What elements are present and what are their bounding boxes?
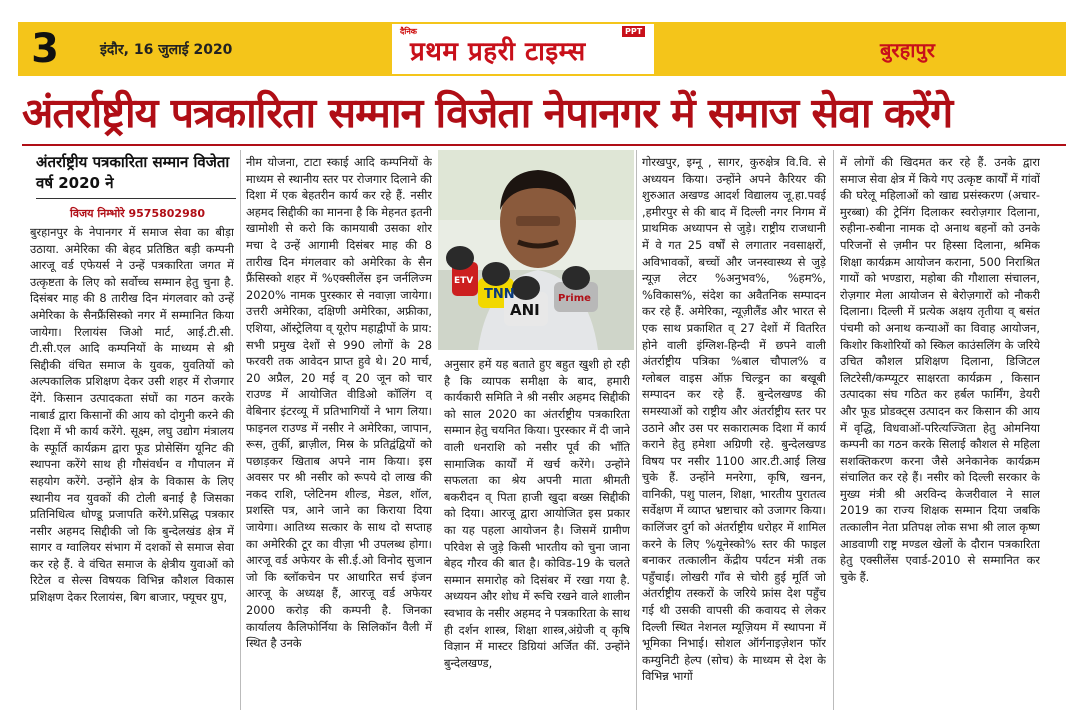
mic-label-ani: ANI — [510, 301, 540, 319]
byline: विजय निम्भोरे 9575802980 — [70, 207, 206, 220]
article-column-4: गोरखपुर, इग्नू , सागर, कुरुक्षेत्र वि.वि. से अध्ययन किया। उन्होंने अपने कैरियर की शुरुआत अखण्ड आदर्श विद्यालय जू.हा.पवई ,हमीरपुर से की बाद में दिल्ली नगर निगम में प्राथमिक अध्यापन से जुड़े। राष्ट्रीय राजधानी में वे गत 25 वर्षों से लगातार नवसाक्षरों, अविभावकों, बच्चों और जनस्वास्थ्य से जुड़े न्यूज़ लेटर %अनुभव%, %हम%, %विकास%, संदेश का अवैतनिक सम्पादन कर रहे हैं. अमेरिका, न्यूज़ीलैंड और भारत से एक साथ प्रकाशित व् 27 देशों में वितरित होने वाली इंग्लिश-हिन्दी में छपने वाली अंतर्राष्ट्रीय पत्रिका %बाल चौपाल% व ग्लोबल वाइस ऑफ़ चिल्ड्रन का बखूबी सम्पादन कर रहे हैं. बुन्देलखण्ड की समस्याओं को राष्ट्रीय और अंतर्राष्ट्रीय स्तर पर उठाने और उस पर सकारात्मक दिशा में कार्य कराने हेतु हमेशा अग्रिणी रहे. बुन्देलखण्ड विषय पर नसीर 1100 आर.टी.आई लिख चुके हैं. उन्होंने मनरेगा, कृषि, खनन, वानिकी, पशु पालन, शिक्षा, भारतीय पुरातत्व सर्वेक्षण में व्याप्त भ्रष्टाचार को उजागर किया। कालिंजर दुर्ग को अंतर्राष्ट्रीय धरोहर में शामिल करने के लिए %यूनेस्को% स्तर की फाइल बनाकर तत्कालीन केंद्रीय पर्यटन मंत्री तक पहुँचाई। लोखरी गाँव से चोरी हुई मूर्ति जो अंतर्राष्ट्रीय तस्करों के जरिये फ्रांस देश पहुँच गई थी उसकी वापसी की कवायद से लेकर दिल्ली स्थित नेशनल म्यूज़ियम में स्थापना में भूमिका निभाई। सोशल ऑर्गनाइज़ेशन फॉर कम्युनिटी हेल्प (सोच) के माध्यम से देश के विभिन्न भागों — [642, 155, 826, 684]
article-column-5: में लोगों की खिदमत कर रहे हैं. उनके द्वारा समाज सेवा क्षेत्र में किये गए उत्कृष्ट कार्यों में गांवों की घरेलू महिलाओं को खाद्य प्रसंस्करण (अचार-मुरब्बा) की ट्रेनिंग दिलाकर स्वरोज़गार दिलाना, रुहीना-रुबीना नामक दो अनाथ बहनों को उनके परिजनों से ज़मीन पर हिस्सा दिलाना, श्रमिक शिक्षा कार्यक्रम आयोजन कराना, 500 निराश्रित गायों को भण्डारा, महोबा की गौशाला संचालन, रोज़गार मेला आयोजन से बेरोज़गारों को नौकरी दिलाना। दिल्ली में प्रत्येक अक्षय तृतीया व् बसंत पंचमी को अनाथ कन्याओं का विवाह आयोजन, किशोर किशोरियों को स्किल काउंसलिंग के जरिये उचित कौशल प्रशिक्षण दिलाना, डिजिटल लिटरेसी/कम्प्यूटर साक्षरता कार्यक्रम , किसान उत्पादका संघ गठित कर हर्बल फार्मिंग, डेयरी और फूड प्रोडक्ट्स उत्पादन कर किसान की आय में वृद्धि, विधवाओं-परित्यज्जिता हेतु ओमनिया कम्पनी का गठन करके सिलाई कौशल से महिला सशक्तिकरण करना जैसे अनेकानेक कार्यक्रम संचालित कर रहे हैं। नसीर को दिल्ली सरकार के मुख्य मंत्री श्री अरविन्द केजरीवाल ने साल 2019 का राज्य शिक्षक सम्मान दिया जबकि तत्कालीन नेता प्रतिपक्ष लोक सभा श्री लाल कृष्ण आडवाणी राष्ट्र मण्डल खेलों के दौरान पत्रकारिता हेतु एक्सीलेंस एवार्ड-2010 से सम्मानित कर चुके हैं. — [840, 155, 1040, 584]
masthead-prefix: दैनिक — [400, 27, 417, 36]
mic-label-etv: ETV — [454, 276, 474, 286]
article-subhead: अंतर्राष्ट्रीय पत्रकारिता सम्मान विजेता वर्ष 2020 ने — [36, 153, 230, 192]
ppt-badge: PPT — [622, 26, 645, 37]
column-divider — [240, 150, 241, 710]
portrait-with-microphones — [438, 150, 634, 350]
article-headline: अंतर्राष्ट्रीय पत्रकारिता सम्मान विजेता नेपानगर में समाज सेवा करेंगे — [22, 89, 953, 137]
article-column-2: नीम योजना, टाटा स्काई आदि कम्पनियों के माध्यम से स्थानीय स्तर पर रोजगार दिलाने की दिशा में एक बेहतरीन कार्य कर रहे हैं. नसीर अहमद सिद्दीकी का मानना है कि मेहनत इतनी खामोशी से करो कि कामयाबी उसका शोर मचा दे उन्हें आगामी दिसंबर माह की 8 तारीख दिन मंगलवार को अमेरिका के सैन फ्रैंसिस्को शहर में %एक्सीलेंस इन जर्नलिज्म 2020% नामक पुरस्कार से नवाज़ा जायेगा। उत्तरी अमेरिका, दक्षिणी अमेरिका, अफ्रीका, एशिया, ऑस्ट्रेलिया व् यूरोप महाद्वीपों के प्राय: सभी प्रमुख देशों से 990 लोगों के 28 फरवरी तक आवेदन प्राप्त हुवे थे। 20 मार्च, 20 अप्रैल, 20 मई व् 20 जून को चार राउण्ड में आयोजित वीडिओ कॉलिंग व् वेबिनार इंटरव्यू में प्रतिभागियों ने भाग लिया। फाइनल राउण्ड में नसीर ने अमेरिका, जापान, रूस, तुर्की, ब्राज़ील, मिस्र के प्रतिद्वंद्वियों को पछाड़कर खिताब अपने नाम किया। इस अवसर पर श्री नसीर को रूपये दो लाख की नकद राशि, प्लेटिनम शील्ड, मेडल, शॉल, प्रशस्ति पत्र, आने जाने का किराया दिया जायेगा। आतिथ्य सत्कार के साथ दो सप्ताह का अमेरिकी टूर का वीज़ा भी उपलब्ध होगा। आरजू वर्ड अफेयर के सी.ई.ओ विनोद सुजान जो कि ब्लॉकचेन पर आधारित सर्च इंजन आरजू के अध्यक्ष हैं, आरजू वर्ड अफेयर 2000 करोड़ की कम्पनी है. जिनका कार्यालय कैलिफोर्निया के सिलिकॉन वैली में स्थित है उनके — [246, 155, 432, 651]
column-divider — [833, 150, 834, 710]
city-name: बुरहापुर — [880, 38, 935, 62]
mic-label-prime: Prime — [558, 293, 591, 304]
article-column-3: अनुसार हमें यह बताते हुए बहुत खुशी हो रही है कि व्यापक समीक्षा के बाद, हमारी कार्यकारी समिति ने श्री नसीर अहमद सिद्दीकी को साल 2020 का अंतर्राष्ट्रीय पत्रकारिता सम्मान हेतु चयनित किया। पुरस्कार में दी जाने वाली धनराशि को नसीर पूर्व की भाँति सामाजिक कार्यों में खर्च करेंगे। उन्होंने सफलता का श्रेय अपनी माता श्रीमती बकरीदन व् पिता हाजी खुदा बख्स सिद्दीकी को दिया। आरजू द्वारा आयोजित इस प्रकार का यह पहला आयोजन है। जिसमें ग्रामीण परिवेश से जुड़े किसी भारतीय को चुना जाना बेहद गौरव की बात है। कोविड-19 के चलते सम्मान समारोह को दिसंबर में रखा गया है. अध्ययन और शोध में रूचि रखने वाले शालीन स्वभाव के नसीर अहमद ने पत्रकारिता के साथ ही दर्शन शास्त्र, शिक्षा शास्त्र,अंग्रेजी व् कृषि विज्ञान में मास्टर डिग्रियां अर्जित कीं. उन्होंने बुन्देलखण्ड, — [444, 357, 630, 670]
newspaper-name: प्रथम प्रहरी टाइम्स — [410, 37, 586, 67]
column-divider — [636, 150, 637, 710]
article-photo — [438, 150, 634, 350]
headline-rule — [22, 144, 1066, 146]
page-number: 3 — [31, 26, 59, 72]
dateline: इंदौर, 16 जुलाई 2020 — [100, 42, 233, 58]
article-column-1: बुरहानपुर के नेपानगर में समाज सेवा का बीड़ा उठाया. अमेरिका की बेहद प्रतिष्ठित बड़ी कम्पनी आरजू वर्ड एफेयर्स ने उन्हें पत्रकारिता जगत में उत्कृष्टता के लिए को सर्वोच्च सम्मान हेतु चुना है. दिसंबर माह की 8 तारीख दिन मंगलवार को उन्हें अमेरिका के सैनफ्रैंसिस्को नगर में सम्मानित किया जायेगा। रिलायंस जिओ मार्ट, आई.टी.सी. टी.सी.एल आदि कम्पनियों के माध्यम से श्री सिद्दीकी वंचित समाज के युवक, युवतियों को अल्पकालिक प्रशिक्षण देकर उसी शहर में रोजगार देंगे. किसान उत्पादकता संघों का गठन करके नाबार्ड द्वारा किसानों की आय को दोगुनी करने की दिशा में भी कार्य करेंगे. सूक्ष्म, लघु उद्योग मंत्रालय के स्फूर्ति कार्यक्रम द्वारा फूड प्रोसेसिंग यूनिट की स्थापना करेंगे साथ ही गौसंवर्धन व गौपालन में सहयोग करेंगे. उन्होंने क्षेत्र के विकास के लिए स्थानीय नव युवकों की टोली बनाई है जिसका प्रतिनिधित्व धोण्डू प्रजापति करेंगे.प्रसिद्ध पत्रकार नसीर अहमद सिद्दीकी जो कि बुन्देलखंड क्षेत्र में सागर व ग्वालियर संभाग में दशकों से समाज सेवा कर रहे हैं. वे वंचित समाज के क्षेत्रीय युवाओं को रिटेल व सेल्स विषयक विभिन्न कौशल विकास प्रशिक्षण देकर रिलायंस, बिग बाजार, फ्यूचर ग्रुप, — [30, 225, 234, 605]
subhead-rule — [36, 198, 236, 199]
mic-label-tnn: TNN — [484, 287, 515, 302]
